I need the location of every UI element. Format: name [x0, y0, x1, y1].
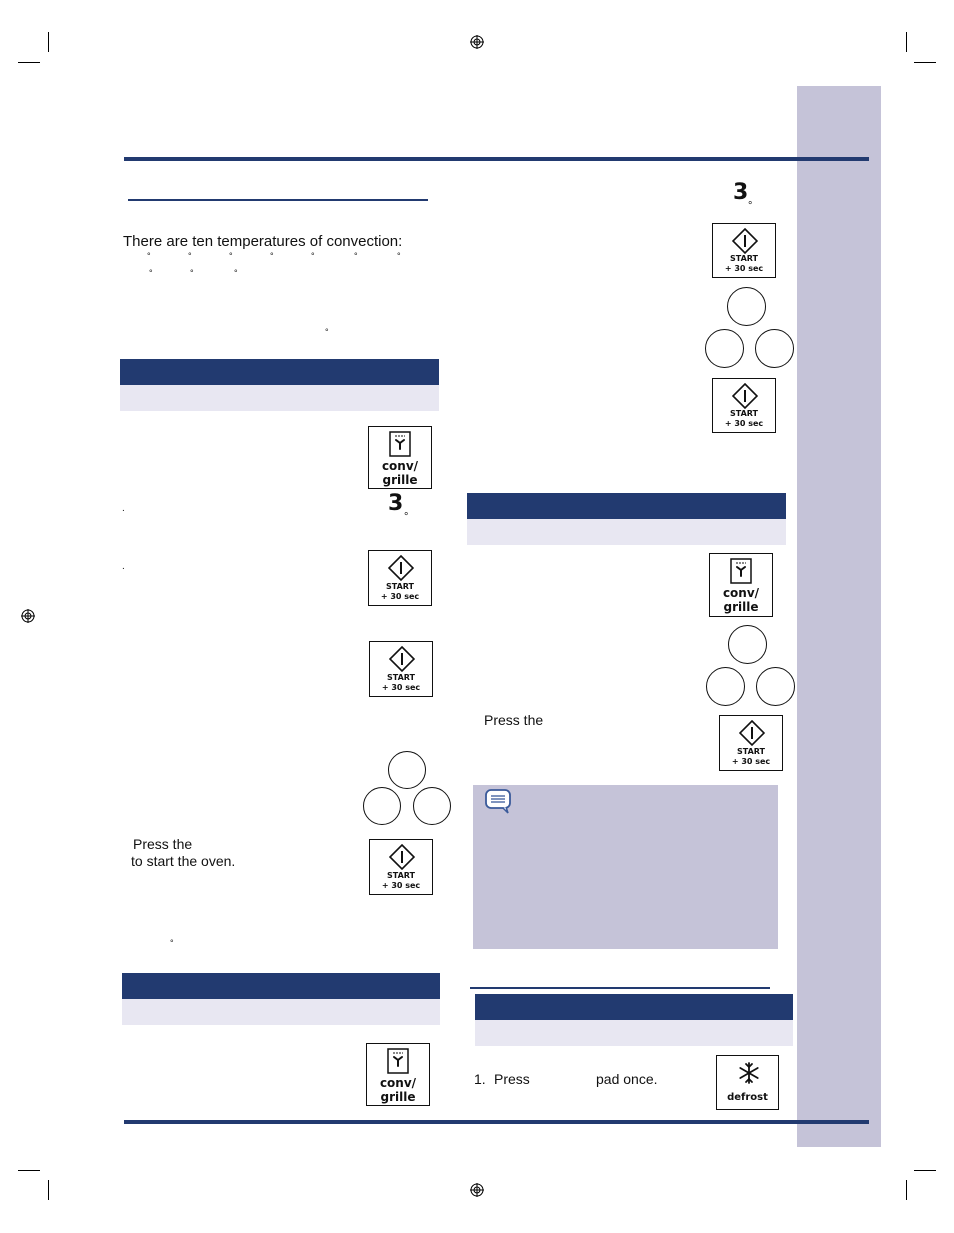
footer-rule — [124, 1120, 869, 1124]
start-diamond-icon — [389, 646, 415, 672]
degree-symbol: ° — [270, 251, 274, 261]
number-pad-button[interactable] — [727, 287, 766, 326]
section-subheader-band — [122, 999, 440, 1025]
degree-symbol: ° — [748, 200, 753, 212]
conv-grille-keypad[interactable] — [368, 426, 432, 489]
number-pad-button[interactable] — [755, 329, 794, 368]
start-diamond-icon — [388, 555, 414, 581]
degree-symbol: ° — [190, 268, 194, 278]
start-diamond-icon — [739, 720, 765, 746]
number-pad-button[interactable] — [705, 329, 744, 368]
start-diamond-icon — [732, 228, 758, 254]
start-keypad[interactable] — [369, 641, 433, 697]
section-header-band — [475, 994, 793, 1020]
defrost-label: defrost — [727, 1092, 768, 1103]
crop-mark — [906, 1180, 907, 1200]
crop-mark — [18, 62, 40, 63]
press-the-text: Press the — [133, 836, 193, 852]
thirty-sec-label: + 30 sec — [380, 592, 420, 601]
convection-fan-icon — [389, 431, 411, 457]
step-dot: . — [122, 561, 125, 572]
thirty-sec-label: + 30 sec — [724, 264, 764, 273]
degree-symbol: ° — [404, 511, 409, 523]
section-subheader-band — [475, 1020, 793, 1046]
grille-label: grille — [382, 473, 418, 487]
degree-symbol: ° — [170, 938, 174, 948]
snowflake-icon — [737, 1061, 761, 1085]
crop-mark — [906, 32, 907, 52]
intro-text: There are ten temperatures of convection: — [123, 233, 403, 250]
section-subheader-band — [120, 385, 439, 411]
conv-label: conv/ — [722, 586, 760, 600]
section-title-underline — [128, 199, 428, 201]
start-oven-text: to start the oven. — [131, 853, 236, 869]
degree-symbol: ° — [311, 251, 315, 261]
start-label: START — [729, 254, 759, 263]
start-label: START — [385, 582, 415, 591]
crop-mark — [48, 32, 49, 52]
degree-symbol: ° — [234, 268, 238, 278]
thirty-sec-label: + 30 sec — [724, 419, 764, 428]
number-pad-button[interactable] — [413, 787, 451, 825]
number-pad-button[interactable] — [363, 787, 401, 825]
thirty-sec-label: + 30 sec — [381, 881, 421, 890]
digit-three: 3 — [388, 491, 404, 516]
degree-symbol: ° — [149, 268, 153, 278]
press-the-text: Press the — [484, 712, 544, 728]
start-diamond-icon — [389, 844, 415, 870]
start-keypad[interactable] — [368, 550, 432, 606]
thirty-sec-label: + 30 sec — [381, 683, 421, 692]
registration-mark-icon — [470, 1183, 484, 1197]
defrost-step-press: Press — [494, 1071, 530, 1087]
conv-label: conv/ — [379, 1076, 417, 1090]
start-label: START — [386, 871, 416, 880]
note-box — [473, 785, 778, 949]
crop-mark — [48, 1180, 49, 1200]
registration-mark-icon — [21, 609, 35, 623]
note-icon — [484, 788, 514, 814]
start-label: START — [729, 409, 759, 418]
degree-symbol: ° — [354, 251, 358, 261]
section-header-band — [467, 493, 786, 519]
section-title-underline — [470, 987, 770, 989]
start-diamond-icon — [732, 383, 758, 409]
registration-mark-icon — [470, 35, 484, 49]
crop-mark — [914, 1170, 936, 1171]
thirty-sec-label: + 30 sec — [731, 757, 771, 766]
crop-mark — [18, 1170, 40, 1171]
start-keypad[interactable] — [369, 839, 433, 895]
defrost-keypad[interactable] — [716, 1055, 779, 1110]
convection-fan-icon — [730, 558, 752, 584]
start-keypad[interactable] — [712, 223, 776, 278]
degree-symbol: ° — [325, 327, 329, 337]
degree-symbol: ° — [229, 251, 233, 261]
header-rule — [124, 157, 869, 161]
section-subheader-band — [467, 519, 786, 545]
side-tab — [797, 86, 881, 1147]
number-pad-button[interactable] — [728, 625, 767, 664]
grille-label: grille — [723, 600, 759, 614]
step-dot: . — [122, 503, 125, 514]
grille-label: grille — [380, 1090, 416, 1104]
defrost-step-pad-once: pad once. — [596, 1071, 658, 1087]
number-pad-button[interactable] — [756, 667, 795, 706]
conv-grille-keypad[interactable] — [366, 1043, 430, 1106]
number-pad-button[interactable] — [706, 667, 745, 706]
degree-symbol: ° — [147, 251, 151, 261]
start-keypad[interactable] — [719, 715, 783, 771]
digit-three: 3 — [733, 180, 749, 205]
start-label: START — [386, 673, 416, 682]
section-header-band — [122, 973, 440, 999]
number-pad-button[interactable] — [388, 751, 426, 789]
conv-grille-keypad[interactable] — [709, 553, 773, 617]
start-keypad[interactable] — [712, 378, 776, 433]
defrost-step-number: 1. — [474, 1071, 486, 1087]
crop-mark — [914, 62, 936, 63]
conv-label: conv/ — [381, 459, 419, 473]
section-header-band — [120, 359, 439, 385]
convection-fan-icon — [387, 1048, 409, 1074]
start-label: START — [736, 747, 766, 756]
degree-symbol: ° — [188, 251, 192, 261]
degree-symbol: ° — [397, 251, 401, 261]
